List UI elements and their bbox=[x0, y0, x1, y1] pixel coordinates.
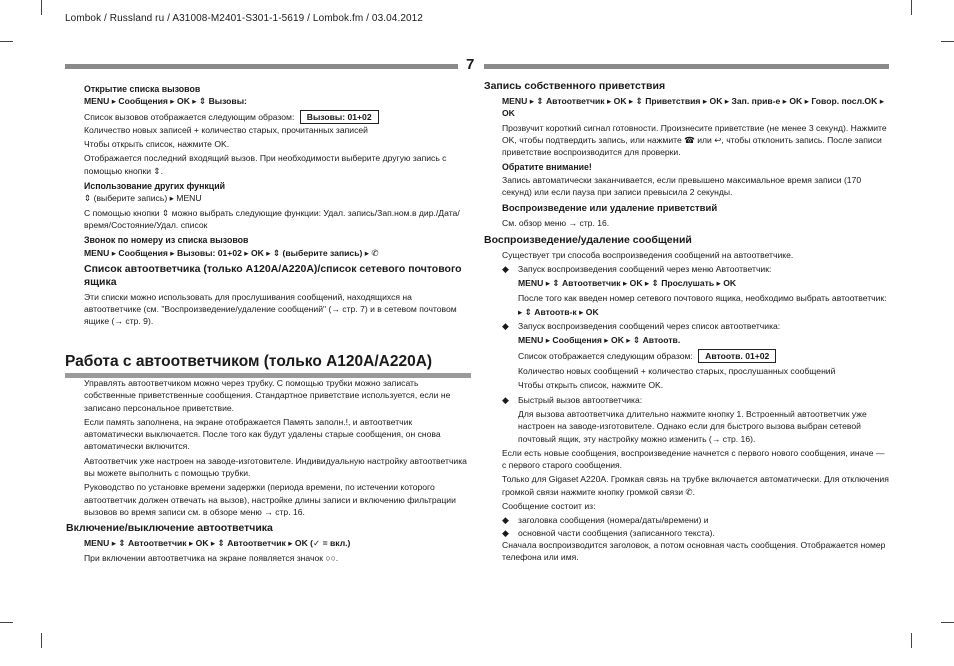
list-counts-line: Количество новых записей + количество старых, прочитанных записей bbox=[84, 124, 368, 135]
play-msgs-title: Воспроизведение/удаление сообщений bbox=[484, 233, 692, 246]
other-funcs-text: С помощью кнопки ⇕ можно выбрать следующие функции: Удал. запись/Зап.ном.в дир./Дата/время/Состояние/Удал. список bbox=[84, 207, 460, 230]
bullet-2 bbox=[502, 320, 889, 391]
page-number: 7 bbox=[466, 56, 475, 73]
section-p1: Управлять автоответчиком можно через трубку. С помощью трубки можно записать собственные приветственные сообщения. Стандартное приветствие используется, если не записано персональное приветствие. bbox=[84, 378, 451, 413]
b1-text: ◆ Запуск воспроизведения сообщений через меню Автоответчик: bbox=[518, 263, 772, 274]
new-msgs: Если есть новые сообщения, воспроизведение начнется с первого нового сообщения, иначе — с первого старого сообщения. bbox=[502, 447, 885, 471]
b1-cmd: MENU ▸ ⇕ Автоответчик ▸ OK ▸ ⇕ Прослушать ▸ OK bbox=[518, 278, 737, 289]
section-p3: Автоответчик уже настроен на заводе-изготовителе. Индивидуальную настройку автоответчика вы можете выполнить с помощью трубки. bbox=[84, 455, 467, 479]
crop-mark bbox=[941, 41, 954, 42]
left-column bbox=[84, 80, 470, 330]
am-list-text: Эти списки можно использовать для прослушивания сообщений, находящихся на автоответчике (см. "Воспроизведение/удаление сообщений" (→ стр. 7) и в сетевом почтовом ящике (→ стр. 9). bbox=[84, 291, 457, 327]
b2-text: ◆ Запуск воспроизведения сообщений через список автоответчика: bbox=[518, 321, 781, 332]
crop-mark bbox=[41, 633, 42, 648]
b1-cmd2: ▸ ⇕ Автоотв-к ▸ OK bbox=[518, 306, 599, 317]
greet-cmd: MENU ▸ ⇕ Автоответчик ▸ OK ▸ ⇕ Приветствия ▸ OK ▸ Зап. прив-е ▸ OK ▸ Говор. посл.OK ▸ OK bbox=[502, 96, 885, 119]
crop-mark bbox=[911, 633, 912, 648]
crop-mark bbox=[0, 41, 13, 42]
list-display-box: Вызовы: 01+02 bbox=[300, 110, 379, 124]
list-open-line: Чтобы открыть список, нажмите OK. bbox=[84, 139, 230, 150]
other-funcs-title: Использование других функций bbox=[84, 181, 226, 192]
document-header: Lombok / Russland ru / A31008-M2401-S301-1-5619 / Lombok.fm / 03.04.2012 bbox=[65, 13, 423, 24]
attention-title: Обратите внимание! bbox=[502, 162, 592, 173]
crop-mark bbox=[941, 622, 954, 623]
b2-open: Чтобы открыть список, нажмите OK. bbox=[518, 380, 664, 391]
other-funcs-cmd: ⇕ (выберите запись) ▸ MENU bbox=[84, 193, 202, 204]
last-call-line: Отображается последний входящий вызов. При необходимости выберите другую запись с помощью кнопки ⇕. bbox=[84, 153, 447, 176]
list-display-row bbox=[84, 110, 470, 124]
onoff-title: Включение/выключение автоответчика bbox=[66, 522, 273, 535]
header-bar-right bbox=[484, 64, 889, 69]
attention-text: Запись автоматически заканчивается, если превышено максимальное время записи (170 секунд) или если пауза при записи превысила 2 секунды. bbox=[502, 174, 862, 198]
b3-detail: Для вызова автоответчика длительно нажмите кнопку 1. Встроенный автоответчик уже настроен на заводе-изготовителе. Однако если для быстрого вызова выбран сетевой почтовый ящик, эту настройку можно изменить (→ стр. 16). bbox=[518, 408, 867, 444]
call-cmd: MENU ▸ Сообщения ▸ Вызовы: 01+02 ▸ OK ▸ ⇕ (выберите запись) ▸ ✆ bbox=[84, 247, 379, 258]
left-column-lower bbox=[66, 377, 470, 566]
play-greet-text: См. обзор меню → стр. 16. bbox=[502, 218, 610, 229]
am-list-title: Список автоответчика (только A120A/A220A)/список сетевого почтового ящика bbox=[84, 262, 462, 288]
b2-display-text: Список отображается следующим образом: bbox=[518, 350, 693, 361]
b3-text: ◆ Быстрый вызов автоответчика: bbox=[518, 394, 643, 405]
section-p4: Руководство по установке времени задержки (периода времени, по истечении которого автоответчик должен отвечать на вызов), настройке длины записи и включению фильтрации вызовов во время записи см. в обзоре меню → стр. 16. bbox=[84, 482, 456, 517]
greet-text: Прозвучит короткий сигнал готовности. Произнесите приветствие (не менее 3 секунд). Нажмите OK, чтобы подтвердить запись, или нажмите ☎ или ↩, чтобы отклонить запись. После записи приветствие воспроизводится для проверки. bbox=[502, 122, 887, 158]
onoff-cmd: MENU ▸ ⇕ Автоответчик ▸ OK ▸ ⇕ Автоответчик ▸ OK (✓ = вкл.) bbox=[84, 538, 351, 549]
b2-display-box: Автоотв. 01+02 bbox=[698, 349, 776, 363]
greet-title: Запись собственного приветствия bbox=[484, 80, 666, 92]
b2-cmd: MENU ▸ Сообщения ▸ OK ▸ ⇕ Автоотв. bbox=[518, 335, 681, 346]
bullet-1 bbox=[502, 263, 889, 318]
open-list-cmd: MENU ▸ Сообщения ▸ OK ▸ ⇕ Вызовы: bbox=[84, 96, 247, 107]
right-column bbox=[484, 80, 889, 566]
play-msgs-intro: Существует три способа воспроизведения сообщений на автоответчике. bbox=[502, 249, 794, 260]
call-title: Звонок по номеру из списка вызовов bbox=[84, 235, 249, 246]
consists-item: ◆ основной части сообщения (записанного текста). bbox=[502, 527, 889, 539]
b2-counts: Количество новых сообщений + количество старых, прослушанных сообщений bbox=[518, 366, 836, 377]
consists: Сообщение состоит из: bbox=[502, 501, 596, 512]
open-list-title: Открытие списка вызовов bbox=[84, 84, 201, 94]
crop-mark bbox=[911, 0, 912, 15]
play-msgs-body bbox=[484, 249, 889, 445]
b2-display-row bbox=[518, 349, 889, 363]
bullet-3 bbox=[502, 394, 889, 445]
onoff-text: При включении автоответчика на экране появляется значок ○○. bbox=[84, 552, 339, 563]
play-greet-title: Воспроизведение или удаление приветствий bbox=[502, 203, 718, 215]
final-text: Сначала воспроизводится заголовок, а потом основная часть сообщения. Отображается номер телефона или имя. bbox=[502, 539, 886, 563]
header-bar-left bbox=[65, 64, 458, 69]
consists-item: ◆ заголовка сообщения (номера/даты/времени) и bbox=[502, 514, 889, 526]
a220-text: Только для Gigaset A220A. Громкая связь на трубке включается автоматически. Для отключения громкой связи нажмите кнопку громкой связи ✆. bbox=[502, 474, 889, 497]
section-title: Работа с автоответчиком (только A120A/A220A) bbox=[65, 353, 433, 370]
consists-list bbox=[484, 514, 889, 539]
b1-text2: После того как введен номер сетевого почтового ящика, необходимо выбрать автоответчик: bbox=[518, 292, 887, 303]
section-p2: Если память заполнена, на экране отображается Память заполн.!, и автоответчик автоматически выключается. После того как будут удалены старые сообщения, он снова автоматически включится. bbox=[84, 416, 441, 452]
crop-mark bbox=[0, 622, 13, 623]
list-display-text: Список вызовов отображается следующим образом: bbox=[84, 111, 295, 122]
crop-mark bbox=[41, 0, 42, 15]
